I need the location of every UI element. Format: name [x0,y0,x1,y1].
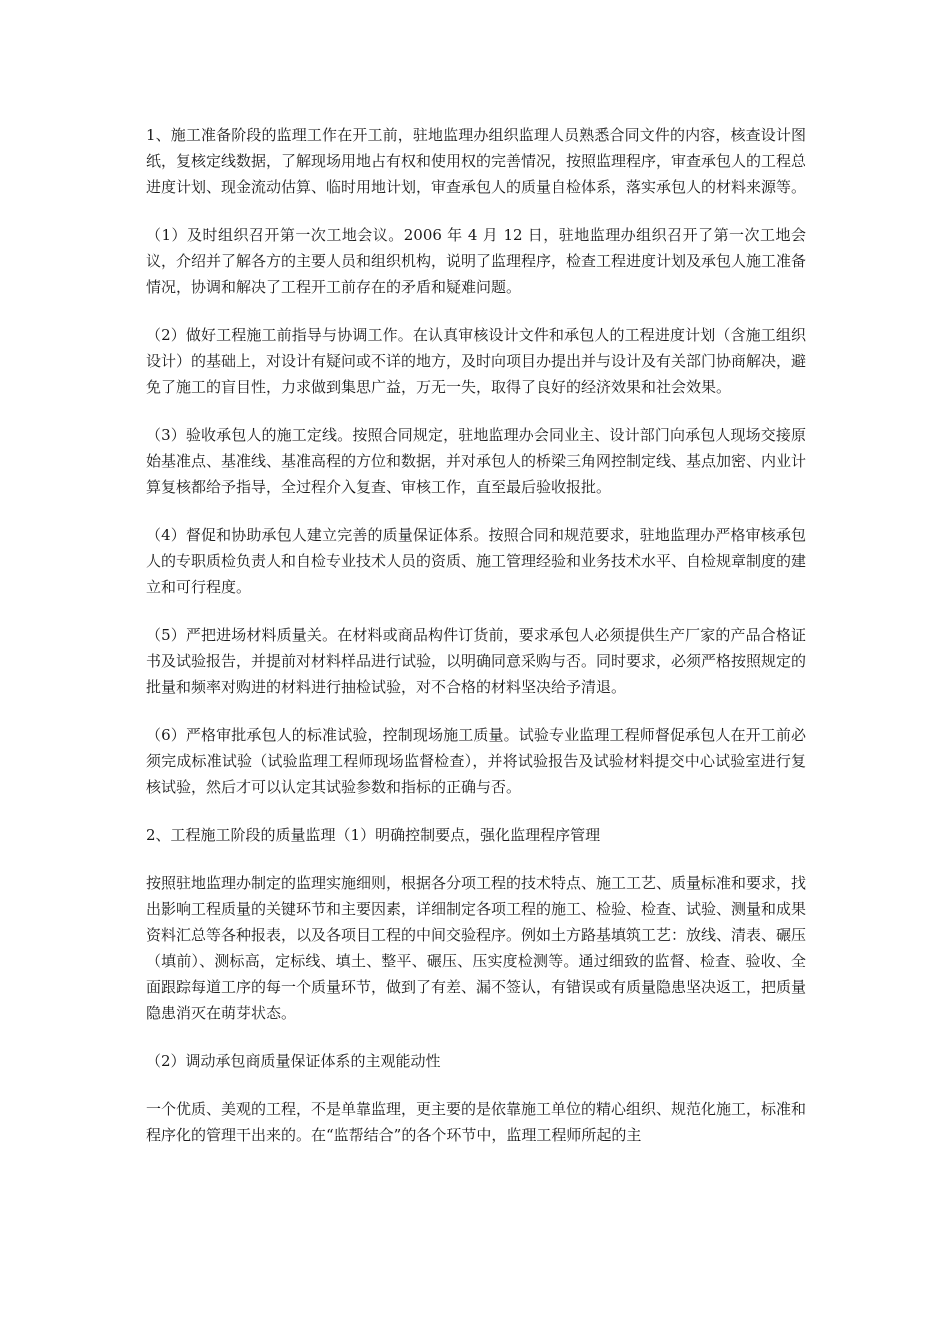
paragraph-supervision-details: 按照驻地监理办制定的监理实施细则，根据各分项工程的技术特点、施工工艺、质量标准和要求，找出影响工程质量的关键环节和主要因素，详细制定各项工程的施工、检验、检查、试验、测量和成果资料汇总等各种报表，以及各项目工程的中间交验程序。例如土方路基填筑工艺：放线、清表、碾压（填前）、测标高，定标线、填土、整平、碾压、压实度检测等。通过细致的监督、检查、验收、全面跟踪每道工序的每一个质量环节，做到了有差、漏不签认，有错误或有质量隐患坚决返工，把质量隐患消灭在萌芽状态。 [146,874,807,1022]
document-page [146,122,806,1170]
paragraph-first-site-meeting: （1）及时组织召开第一次工地会议。2006 年 4 月 12 日，驻地监理办组织召开了第一次工地会议，介绍并了解各方的主要人员和组织机构，说明了监理程序，检查工程进度计划及承包人施工准备情况，协调和解决了工程开工前存在的矛盾和疑难问题。 [146,226,807,296]
paragraph-quality-project: 一个优质、美观的工程，不是单靠监理，更主要的是依靠施工单位的精心组织、规范化施工，标准和程序化的管理干出来的。在“监帮结合”的各个环节中，监理工程师所起的主 [146,1100,807,1144]
paragraph-construction-prep: 1、施工准备阶段的监理工作在开工前，驻地监理办组织监理人员熟悉合同文件的内容，核查设计图纸，复核定线数据，了解现场用地占有权和使用权的完善情况，按照监理程序，审查承包人的工程总进度计划、现金流动估算、临时用地计划，审查承包人的质量自检体系，落实承包人的材料来源等。 [146,126,807,196]
paragraph-contractor-initiative-heading: （2）调动承包商质量保证体系的主观能动性 [146,1052,441,1070]
paragraph-standard-tests: （6）严格审批承包人的标准试验，控制现场施工质量。试验专业监理工程师督促承包人在开工前必须完成标准试验（试验监理工程师现场监督检查），并将试验报告及试验材料提交中心试验室进行复核试验，然后才可以认定其试验参数和指标的正确与否。 [146,726,806,796]
paragraph-pre-construction-guidance: （2）做好工程施工前指导与协调工作。在认真审核设计文件和承包人的工程进度计划（含施工组织设计）的基础上，对设计有疑问或不详的地方，及时向项目办提出并与设计及有关部门协商解决，避免了施工的盲目性，力求做到集思广益，万无一失，取得了良好的经济效果和社会效果。 [146,326,807,396]
paragraph-material-quality: （5）严把进场材料质量关。在材料或商品构件订货前，要求承包人必须提供生产厂家的产品合格证书及试验报告，并提前对材料样品进行试验，以明确同意采购与否。同时要求，必须严格按照规定的批量和频率对购进的材料进行抽检试验，对不合格的材料坚决给予清退。 [146,626,807,696]
paragraph-quality-assurance-system: （4）督促和协助承包人建立完善的质量保证体系。按照合同和规范要求，驻地监理办严格审核承包人的专职质检负责人和自检专业技术人员的资质、施工管理经验和业务技术水平、自检规章制度的建立和可行程度。 [146,526,807,596]
paragraph-alignment-acceptance: （3）验收承包人的施工定线。按照合同规定，驻地监理办会同业主、设计部门向承包人现场交接原始基准点、基准线、基准高程的方位和数据，并对承包人的桥梁三角网控制定线、基点加密、内业计算复核都给予指导，全过程介入复查、审核工作，直至最后验收报批。 [146,426,807,496]
paragraph-construction-stage-heading: 2、工程施工阶段的质量监理（1）明确控制要点，强化监理程序管理 [146,826,601,844]
